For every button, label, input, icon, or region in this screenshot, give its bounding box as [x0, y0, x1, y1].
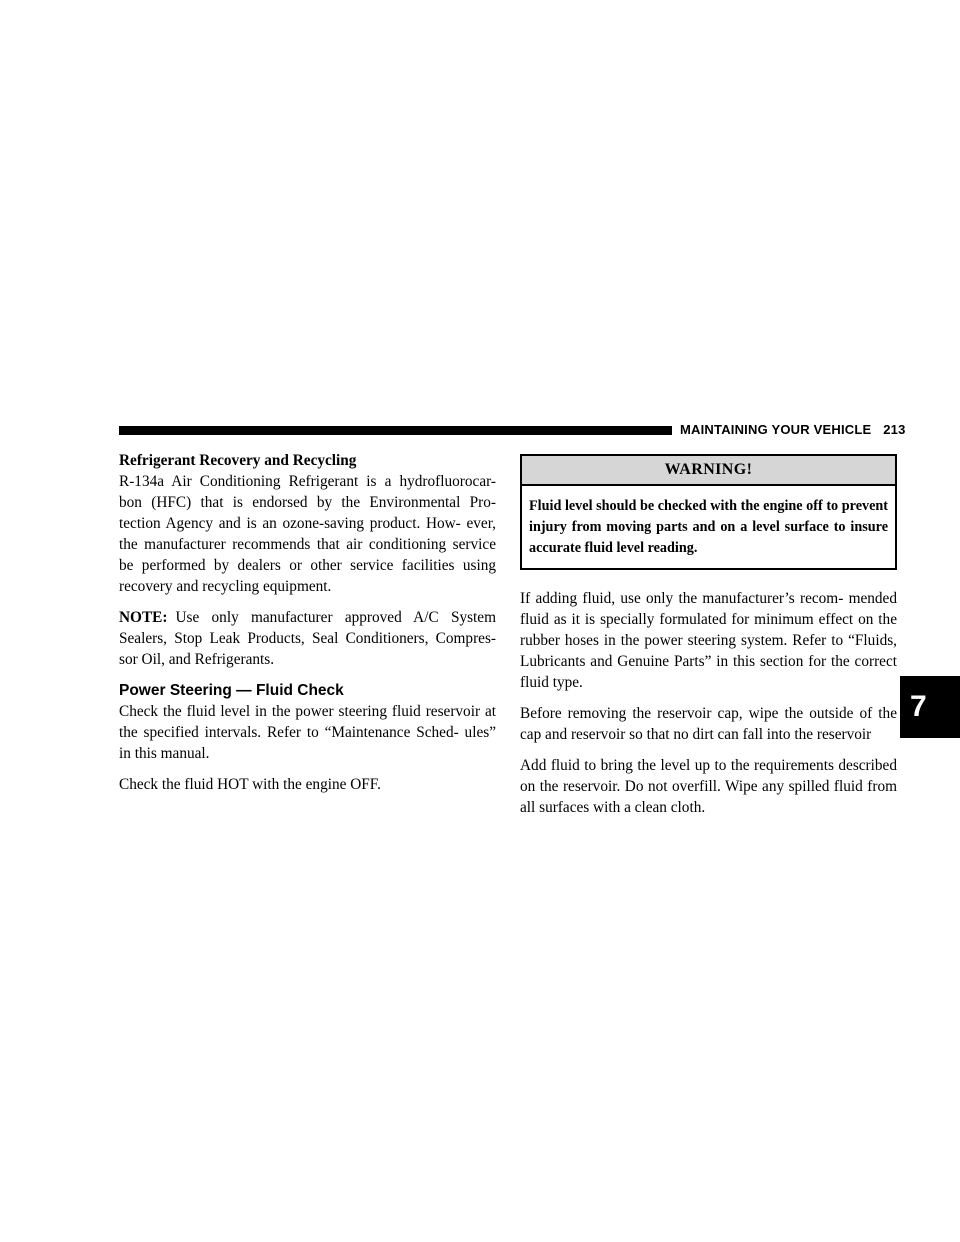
note-label: NOTE:: [119, 609, 168, 626]
page-number: 213: [883, 422, 906, 437]
power-steering-heading: Power Steering — Fluid Check: [119, 682, 344, 699]
refrigerant-heading: Refrigerant Recovery and Recycling: [119, 452, 357, 469]
left-column: [119, 450, 496, 805]
running-header: [680, 420, 915, 440]
note-paragraph: [119, 607, 496, 670]
warning-text: Fluid level should be checked with the engine off to prevent injury from moving parts and on a level surface to insure accurate fluid level reading.: [529, 498, 888, 556]
chapter-tab: 7: [900, 676, 960, 738]
header-rule: [119, 426, 672, 435]
refrigerant-paragraph: R-134a Air Conditioning Refrigerant is a hydrofluorocar- bon (HFC) that is endorsed by the Environmental Pro- tection Agency and is an ozone-saving product. How- ever, the manufacturer recommends that air conditioning service be performed by dealers or other service facilities using recovery and recycling equipment.: [119, 473, 496, 595]
power-steering-paragraph: Check the fluid level in the power steering fluid reservoir at the specified intervals. Refer to “Maintenance Sched- ules” in this manual.: [119, 703, 496, 762]
reservoir-cap-paragraph: Before removing the reservoir cap, wipe the outside of the cap and reservoir so that no dirt can fall into the reservoir: [520, 705, 897, 743]
check-hot-paragraph: Check the fluid HOT with the engine OFF.: [119, 776, 381, 793]
adding-fluid-paragraph: If adding fluid, use only the manufacturer’s recom- mended fluid as it is specially formulated for minimum effect on the rubber hoses in the power steering system. Refer to “Fluids, Lubricants and Genuine Parts” in this section for the correct fluid type.: [520, 590, 897, 691]
add-fluid-paragraph: Add fluid to bring the level up to the requirements described on the reservoir. Do not overfill. Wipe any spilled fluid from all surfaces with a clean cloth.: [520, 757, 897, 816]
right-column: [520, 450, 897, 828]
header-section-title: MAINTAINING YOUR VEHICLE: [680, 422, 872, 437]
warning-title: WARNING!: [522, 456, 895, 486]
note-text: Use only manufacturer approved A/C System Sealers, Stop Leak Products, Seal Conditioners, Compres- sor Oil, and Refrigerants.: [119, 609, 496, 668]
warning-box: [520, 454, 897, 570]
